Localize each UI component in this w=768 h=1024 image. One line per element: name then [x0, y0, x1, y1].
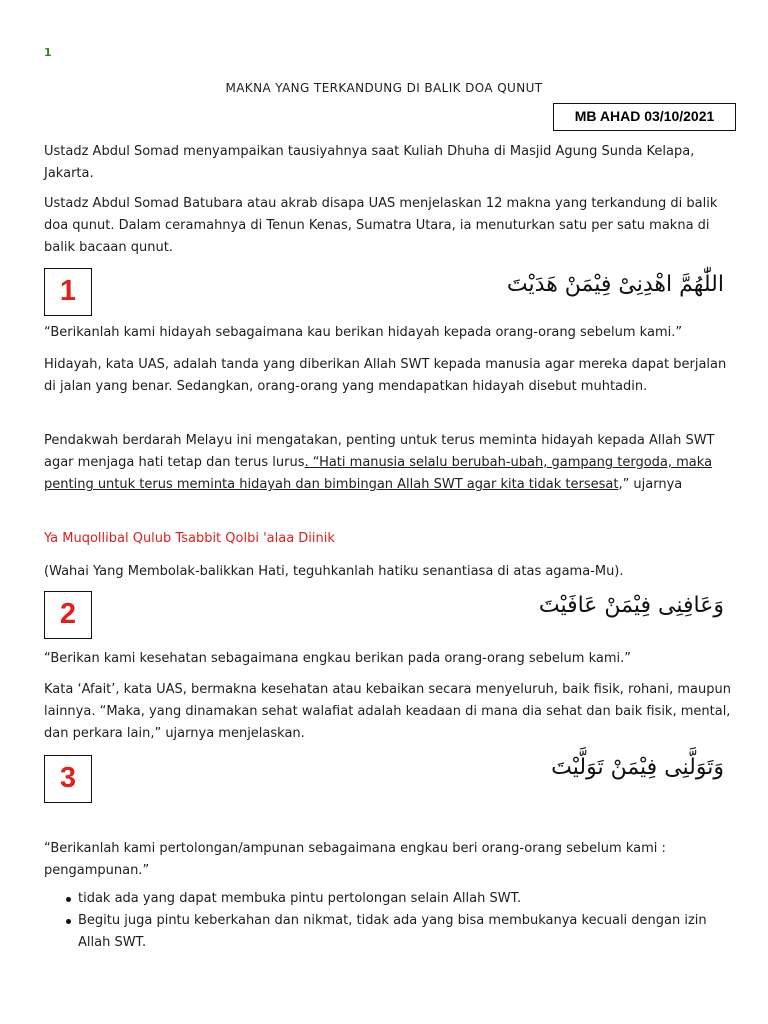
arabic-verse-3: وَتَوَلَّنِى فِيْمَنْ تَوَلَّيْتَ [551, 755, 724, 780]
bullet-icon [66, 897, 71, 902]
explanation-1: Hidayah, kata UAS, adalah tanda yang diberikan Allah SWT kepada manusia agar mereka dapat berjalan di jalan yang benar. Sedangkan, orang-orang yang mendapatkan hidayah disebut muhtadin. [44, 357, 727, 394]
section-number-3: 3 [44, 755, 92, 803]
translation-3: “Berikanlah kami pertolongan/ampunan sebagaimana engkau beri orang-orang sebelum kami : pengampunan.” [44, 841, 666, 878]
explanation-1b-end: ,” ujarnya [618, 477, 683, 492]
document-title: MAKNA YANG TERKANDUNG DI BALIK DOA QUNUT [225, 81, 543, 95]
arabic-verse-1: اللّٰهُمَّ اهْدِنِىْ فِيْمَنْ هَدَيْتَ [506, 272, 724, 297]
bullet-list [44, 888, 734, 954]
section-number-1: 1 [44, 268, 92, 316]
dua-transliteration: Ya Muqollibal Qulub Tsabbit Qolbi 'alaa Diinik [44, 531, 335, 546]
dua-translation: (Wahai Yang Membolak-balikkan Hati, teguhkanlah hatiku senantiasa di atas agama-Mu). [44, 564, 624, 579]
explanation-1b-start: Pendakwah berdarah Melayu ini mengatakan, penting untuk terus meminta hidayah kepada Allah SWT agar menjaga hati tetap dan terus lurus [44, 433, 715, 470]
list-item-text: tidak ada yang dapat membuka pintu pertolongan selain Allah SWT. [78, 891, 522, 906]
explanation-2: Kata ‘Afait’, kata UAS, bermakna kesehatan atau kebaikan secara menyeluruh, baik fisik, rohani, maupun lainnya. “Maka, yang dinamakan sehat walafiat adalah keadaan di mana dia sehat dan baik fisik, mental, dan perkara lain,” ujarnya menjelaskan. [44, 682, 731, 741]
intro-paragraph-1: Ustadz Abdul Somad menyampaikan tausiyahnya saat Kuliah Dhuha di Masjid Agung Sunda Kelapa, Jakarta. [44, 144, 695, 181]
bullet-icon [66, 919, 71, 924]
date-box: MB AHAD 03/10/2021 [553, 103, 736, 131]
page-number: 1 [44, 46, 52, 59]
arabic-verse-2: وَعَافِنِى فِيْمَنْ عَافَيْتَ [538, 593, 724, 618]
explanation-1b [44, 430, 734, 496]
list-item [44, 910, 734, 954]
translation-2: “Berikan kami kesehatan sebagaimana engkau berikan pada orang-orang sebelum kami.” [44, 651, 631, 666]
list-item-text: Begitu juga pintu keberkahan dan nikmat, tidak ada yang bisa membukanya kecuali dengan izin Allah SWT. [78, 913, 707, 950]
underlined-quote: . “Hati manusia selalu berubah-ubah, gampang tergoda, maka penting untuk terus meminta hidayah dan bimbingan Allah SWT agar kita tidak tersesat [44, 455, 713, 492]
intro-paragraph-2: Ustadz Abdul Somad Batubara atau akrab disapa UAS menjelaskan 12 makna yang terkandung di balik doa qunut. Dalam ceramahnya di Tenun Kenas, Sumatra Utara, ia menuturkan satu per satu makna di balik bacaan qunut. [44, 196, 718, 255]
section-number-2: 2 [44, 591, 92, 639]
translation-1: “Berikanlah kami hidayah sebagaimana kau berikan hidayah kepada orang-orang sebelum kami.” [44, 325, 683, 340]
list-item [44, 888, 734, 910]
